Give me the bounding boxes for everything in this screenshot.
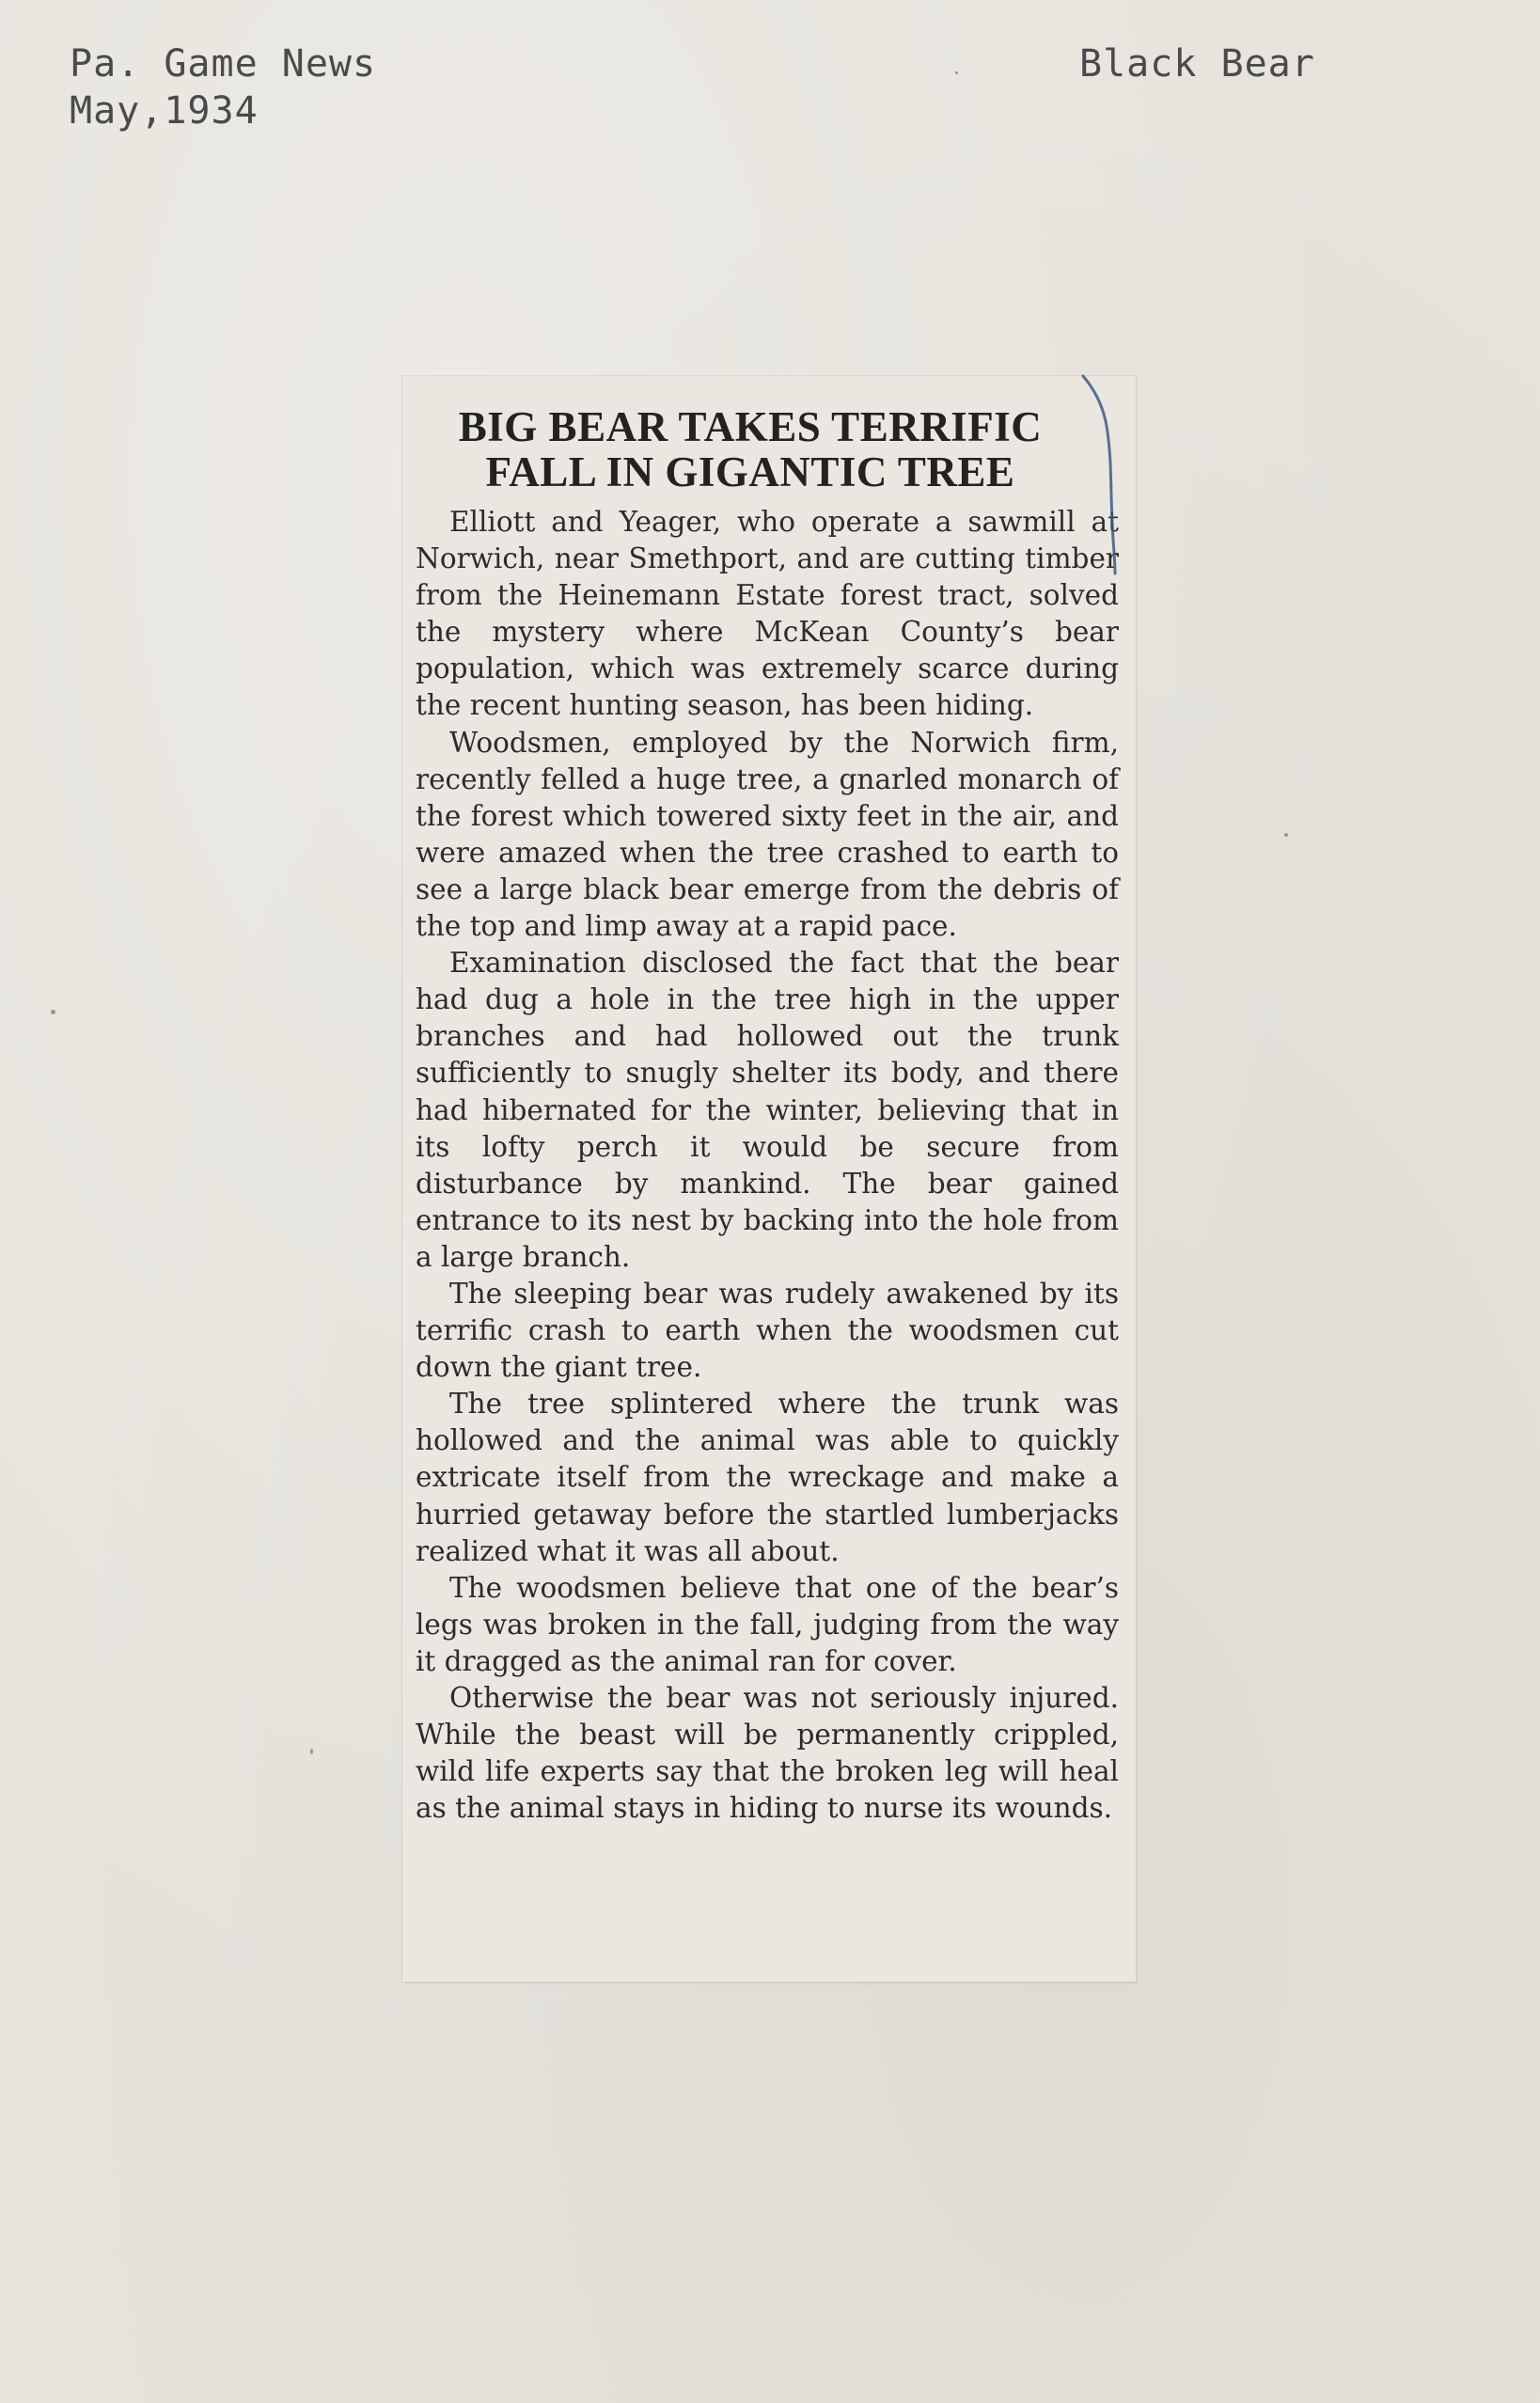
headline-line-1: BIG BEAR TAKES TERRIFIC: [458, 403, 1043, 450]
paper-speck: [51, 1010, 55, 1014]
headline-line-2: FALL IN GIGANTIC TREE: [485, 448, 1015, 495]
headline: [416, 404, 1119, 495]
article-paragraph-6: The woodsmen believe that one of the bear’s legs was broken in the fall, judging from the way it dragged as the animal ran for cover.: [416, 1571, 1119, 1677]
topic-label: Black Bear: [1079, 42, 1315, 86]
article-body: [416, 504, 1119, 1827]
article-paragraph-2: Woodsmen, employed by the Norwich firm, recently felled a huge tree, a gnarled monarch of the forest which towered sixty feet in the air, and were amazed when the tree crashed to earth to see a large black bear emerge from the debris of the top and limp away at a rapid pace.: [416, 726, 1119, 943]
pen-mark: [1077, 372, 1143, 579]
article-paragraph-1: Elliott and Yeager, who operate a sawmill at Norwich, near Smethport, and are cutting timber from the Heinemann Estate forest tract, solved the mystery where McKean County’s bear population, which was extremely scarce during the recent hunting season, has been hiding.: [416, 506, 1119, 722]
article-paragraph-5: The tree splintered where the trunk was hollowed and the animal was able to quickly extricate itself from the wreckage and make a hurried getaway before the startled lumberjacks realized what it was all about.: [416, 1388, 1119, 1567]
article-paragraph-3: Examination disclosed the fact that the bear had dug a hole in the tree high in the upper branches and had hollowed out the trunk sufficiently to snugly shelter its body, and there had hibernated for the winter, believing that in its lofty perch it would be secure from disturbance by mankind. The bear gained entrance to its nest by backing into the hole from a large branch.: [416, 947, 1119, 1273]
date-label: May,1934: [70, 89, 259, 133]
paper-speck: [955, 71, 958, 74]
paper-speck: [1284, 833, 1288, 837]
source-label: Pa. Game News: [70, 42, 377, 86]
newspaper-clipping: [402, 376, 1136, 1982]
article-paragraph-4: The sleeping bear was rudely awakened by its terrific crash to earth when the woodsmen cut down the giant tree.: [416, 1277, 1119, 1384]
article-paragraph-7: Otherwise the bear was not seriously injured. While the beast will be permanently crippled, wild life experts say that the broken leg will heal as the animal stays in hiding to nurse its wounds.: [416, 1682, 1119, 1825]
paper-speck: [310, 1749, 313, 1754]
